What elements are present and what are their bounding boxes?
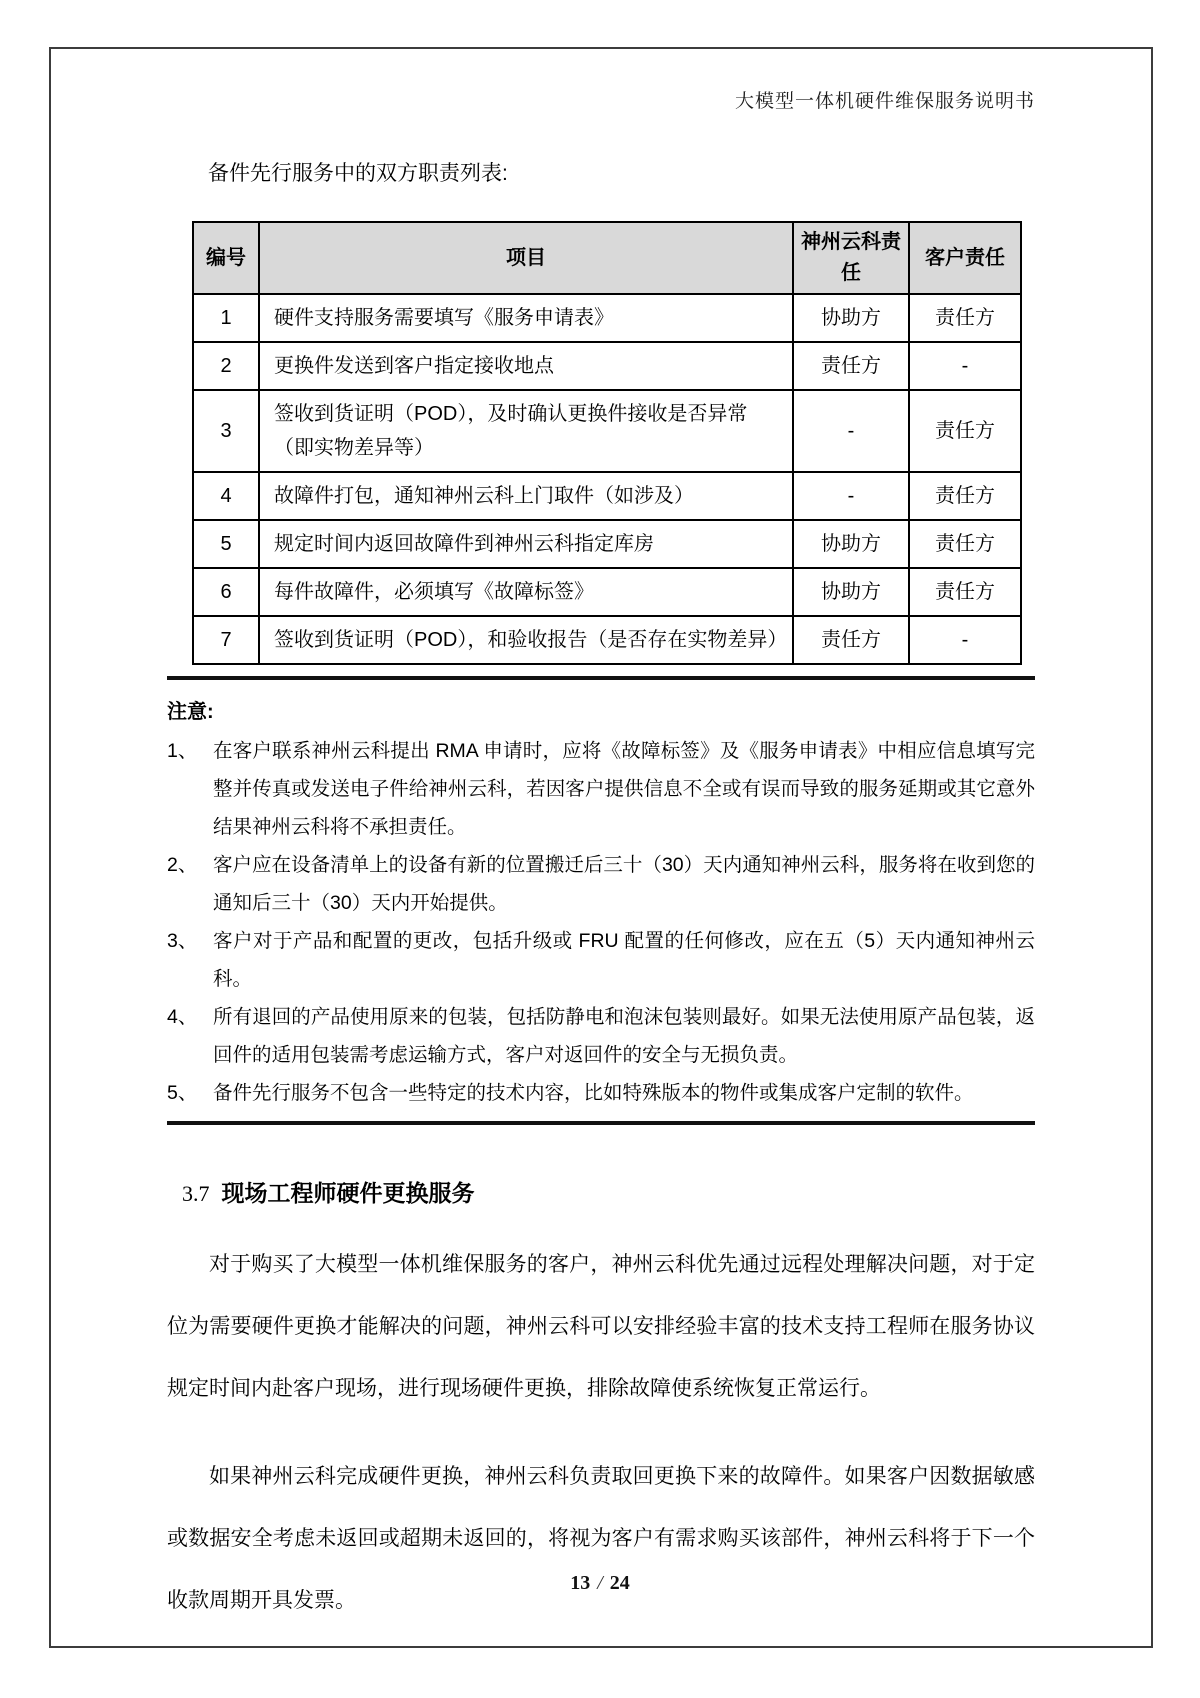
table-cell-customer: 责任方 — [909, 390, 1021, 472]
table-row — [193, 472, 1021, 520]
table-cell-no: 4 — [193, 472, 259, 520]
note-item — [167, 846, 1035, 922]
table-header-customer-responsibility: 客户责任 — [909, 222, 1021, 294]
responsibility-table-body — [193, 294, 1021, 664]
table-cell-item: 更换件发送到客户指定接收地点 — [259, 342, 793, 390]
table-cell-item: 硬件支持服务需要填写《服务申请表》 — [259, 294, 793, 342]
table-cell-dcloud: 协助方 — [793, 294, 909, 342]
table-row — [193, 616, 1021, 664]
table-cell-customer: 责任方 — [909, 520, 1021, 568]
table-cell-no: 1 — [193, 294, 259, 342]
table-cell-item: 每件故障件，必须填写《故障标签》 — [259, 568, 793, 616]
document-header-title: 大模型一体机硬件维保服务说明书 — [734, 91, 1035, 112]
responsibility-table-head — [193, 222, 1021, 294]
divider-rule-bottom — [167, 1121, 1035, 1125]
divider-rule-top — [167, 676, 1035, 680]
note-number: 2、 — [167, 854, 198, 876]
table-cell-dcloud: 责任方 — [793, 342, 909, 390]
table-cell-no: 7 — [193, 616, 259, 664]
note-text: 客户应在设备清单上的设备有新的位置搬迁后三十（30）天内通知神州云科，服务将在收到您的通知后三十（30）天内开始提供。 — [213, 854, 1035, 914]
table-cell-dcloud: - — [793, 390, 909, 472]
table-header-no: 编号 — [193, 222, 259, 294]
table-row — [193, 294, 1021, 342]
note-text: 所有退回的产品使用原来的包装，包括防静电和泡沫包装则最好。如果无法使用原产品包装，返回件的适用包装需考虑运输方式，客户对返回件的安全与无损负责。 — [213, 1006, 1035, 1066]
section-title: 现场工程师硬件更换服务 — [221, 1180, 475, 1206]
page-content — [167, 86, 1035, 1632]
table-header-item: 项目 — [259, 222, 793, 294]
note-number: 4、 — [167, 1006, 198, 1028]
section-number: 3.7 — [182, 1181, 210, 1206]
table-cell-dcloud: 责任方 — [793, 616, 909, 664]
note-text: 客户对于产品和配置的更改，包括升级或 FRU 配置的任何修改，应在五（5）天内通知神州云科。 — [213, 930, 1035, 990]
footer-separator: / — [597, 1572, 603, 1594]
note-item — [167, 1074, 1035, 1112]
table-cell-item: 故障件打包，通知神州云科上门取件（如涉及） — [259, 472, 793, 520]
table-cell-item: 规定时间内返回故障件到神州云科指定库房 — [259, 520, 793, 568]
table-row — [193, 520, 1021, 568]
table-cell-customer: 责任方 — [909, 568, 1021, 616]
note-text: 备件先行服务不包含一些特定的技术内容，比如特殊版本的物件或集成客户定制的软件。 — [213, 1082, 974, 1104]
page-footer — [0, 1572, 1200, 1595]
note-text: 在客户联系神州云科提出 RMA 申请时，应将《故障标签》及《服务申请表》中相应信息填写完整并传真或发送电子件给神州云科，若因客户提供信息不全或有误而导致的服务延期或其它意外结果神州云科将不承担责任。 — [213, 740, 1035, 838]
footer-total-pages: 24 — [609, 1572, 630, 1594]
note-number: 1、 — [167, 740, 198, 762]
table-cell-no: 3 — [193, 390, 259, 472]
note-item — [167, 922, 1035, 998]
body-paragraph: 如果神州云科完成硬件更换，神州云科负责取回更换下来的故障件。如果客户因数据敏感或数据安全考虑未返回或超期未返回的，将视为客户有需求购买该部件，神州云科将于下一个收款周期开具发票。 — [167, 1465, 1035, 1612]
table-cell-customer: - — [909, 616, 1021, 664]
table-header-row — [193, 222, 1021, 294]
table-cell-no: 5 — [193, 520, 259, 568]
note-number: 5、 — [167, 1082, 198, 1104]
note-number: 3、 — [167, 930, 198, 952]
note-item — [167, 732, 1035, 846]
note-item — [167, 998, 1035, 1074]
table-cell-customer: - — [909, 342, 1021, 390]
table-row — [193, 390, 1021, 472]
table-cell-customer: 责任方 — [909, 294, 1021, 342]
table-cell-dcloud: 协助方 — [793, 520, 909, 568]
section-heading — [182, 1175, 1035, 1208]
table-cell-item: 签收到货证明（POD），和验收报告（是否存在实物差异） — [259, 616, 793, 664]
table-cell-customer: 责任方 — [909, 472, 1021, 520]
table-cell-dcloud: - — [793, 472, 909, 520]
table-cell-no: 6 — [193, 568, 259, 616]
table-cell-item: 签收到货证明（POD），及时确认更换件接收是否异常（即实物差异等） — [259, 390, 793, 472]
body-paragraph: 对于购买了大模型一体机维保服务的客户，神州云科优先通过远程处理解决问题，对于定位为需要硬件更换才能解决的问题，神州云科可以安排经验丰富的技术支持工程师在服务协议规定时间内赴客户现场，进行现场硬件更换，排除故障使系统恢复正常运行。 — [167, 1253, 1035, 1400]
table-header-dcloud-responsibility: 神州云科责任 — [793, 222, 909, 294]
table-intro-text: 备件先行服务中的双方职责列表: — [208, 162, 508, 185]
responsibility-table — [192, 221, 1022, 665]
footer-page-number: 13 — [570, 1572, 591, 1594]
table-cell-no: 2 — [193, 342, 259, 390]
notes-list — [167, 732, 1035, 1112]
table-row — [193, 342, 1021, 390]
table-row — [193, 568, 1021, 616]
notes-label: 注意: — [167, 701, 214, 723]
table-cell-dcloud: 协助方 — [793, 568, 909, 616]
